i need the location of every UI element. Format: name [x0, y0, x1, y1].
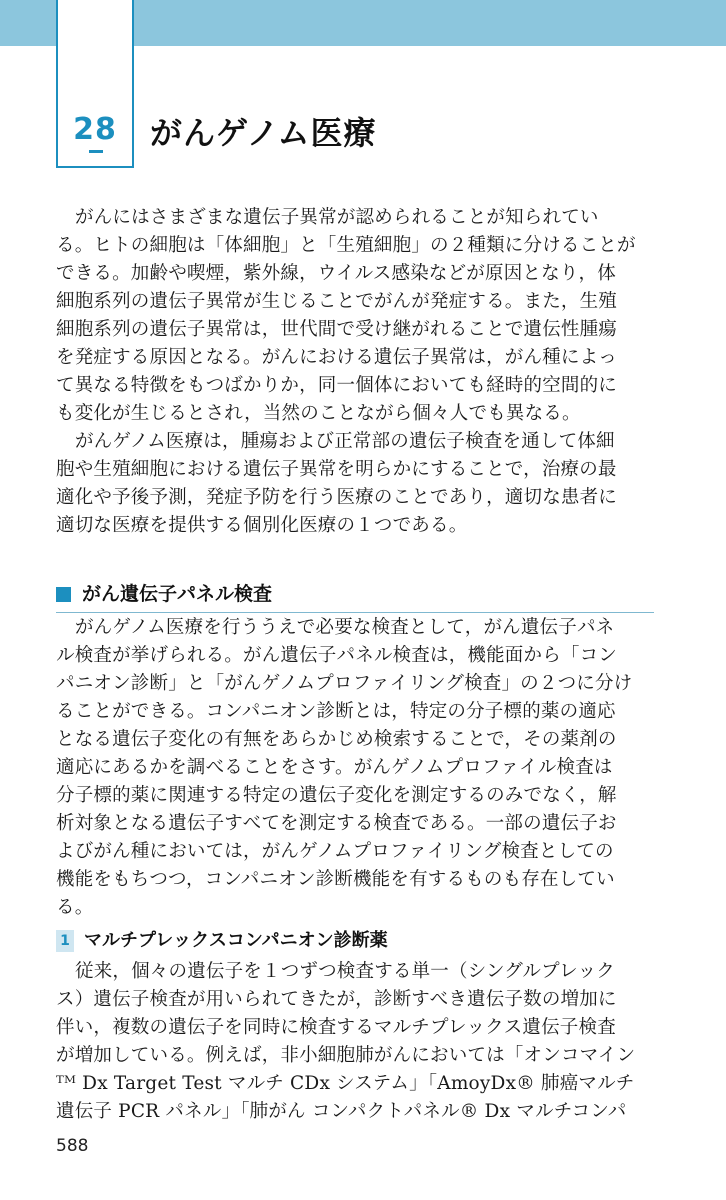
text-line: 細胞系列の遺伝子異常が生じることでがんが発症する。また，生殖 — [56, 291, 618, 312]
subsection-heading-label: マルチプレックスコンパニオン診断薬 — [84, 930, 388, 951]
text-line: ることができる。コンパニオン診断とは，特定の分子標的薬の適応 — [56, 701, 616, 722]
subsection-paragraph — [56, 958, 656, 1126]
text-line: 従来，個々の遺伝子を１つずつ検査する単一（シングルプレック — [75, 961, 615, 982]
text-line: 伴い，複数の遺伝子を同時に検査するマルチプレックス遺伝子検査 — [56, 1017, 616, 1038]
section-heading — [56, 580, 654, 613]
subsection-number-badge: 1 — [56, 930, 74, 952]
text-line: できる。加齢や喫煙，紫外線，ウイルス感染などが原因となり，体 — [56, 263, 616, 284]
text-line: がんゲノム医療を行ううえで必要な検査として，がん遺伝子パネ — [75, 617, 615, 638]
chapter-number: 28 — [73, 112, 117, 147]
text-line: がんゲノム医療は，腫瘍および正常部の遺伝子検査を通して体細 — [75, 431, 615, 452]
text-line: る。ヒトの細胞は「体細胞」と「生殖細胞」の２種類に分けることが — [56, 235, 636, 256]
text-line: 分子標的薬に関連する特定の遺伝子変化を測定するのみでなく，解 — [56, 785, 617, 806]
chapter-title: がんゲノム医療 — [150, 114, 377, 152]
text-line: る。 — [56, 897, 94, 918]
text-line: よびがん種においては，がんゲノムプロファイリング検査としての — [56, 841, 614, 862]
text-line: 適切な医療を提供する個別化医療の１つである。 — [56, 515, 468, 536]
page-number: 588 — [56, 1136, 89, 1156]
text-line: パニオン診断」と「がんゲノムプロファイリング検査」の２つに分け — [56, 673, 633, 694]
text-line: となる遺伝子変化の有無をあらかじめ検索することで，その薬剤の — [56, 729, 617, 750]
text-line: 遺伝子 PCR パネル」「肺がん コンパクトパネル® Dx マルチコンパ — [56, 1101, 627, 1122]
intro-paragraph-2 — [56, 428, 656, 540]
text-line: 析対象となる遺伝子すべてを測定する検査である。一部の遺伝子お — [56, 813, 617, 834]
section-heading-label: がん遺伝子パネル検査 — [82, 583, 273, 605]
text-line: ス）遺伝子検査が用いられてきたが，診断すべき遺伝子数の増加に — [56, 989, 617, 1010]
text-line: て異なる特徴をもつばかりか，同一個体においても経時的空間的に — [56, 375, 618, 396]
text-line: も変化が生じるとされ，当然のことながら個々人でも異なる。 — [56, 403, 581, 424]
text-line: ル検査が挙げられる。がん遺伝子パネル検査は，機能面から「コン — [56, 645, 618, 666]
text-line: を発症する原因となる。がんにおける遺伝子異常は，がん種によっ — [56, 347, 618, 368]
text-line: 細胞系列の遺伝子異常は，世代間で受け継がれることで遺伝性腫瘍 — [56, 319, 618, 340]
text-line: 胞や生殖細胞における遺伝子異常を明らかにすることで，治療の最 — [56, 459, 617, 480]
text-line: がんにはさまざまな遺伝子異常が認められることが知られてい — [75, 207, 599, 228]
text-line: ᵀᴹ Dx Target Test マルチ CDx システム」「AmoyDx® 肺癌マルチ — [56, 1073, 635, 1094]
chapter-number-box — [56, 0, 134, 168]
section-paragraph — [56, 614, 656, 922]
text-line: 機能をもちつつ，コンパニオン診断機能を有するものも存在してい — [56, 869, 615, 890]
text-line: 適化や予後予測，発症予防を行う医療のことであり，適切な患者に — [56, 487, 618, 508]
section-square-icon — [56, 587, 71, 602]
text-line: 適応にあるかを調べることをさす。がんゲノムプロファイル検査は — [56, 757, 613, 778]
text-line: が増加している。例えば，非小細胞肺がんにおいては「オンコマイン — [56, 1045, 636, 1066]
intro-paragraph-1 — [56, 204, 656, 428]
chapter-number-underline — [89, 150, 103, 153]
